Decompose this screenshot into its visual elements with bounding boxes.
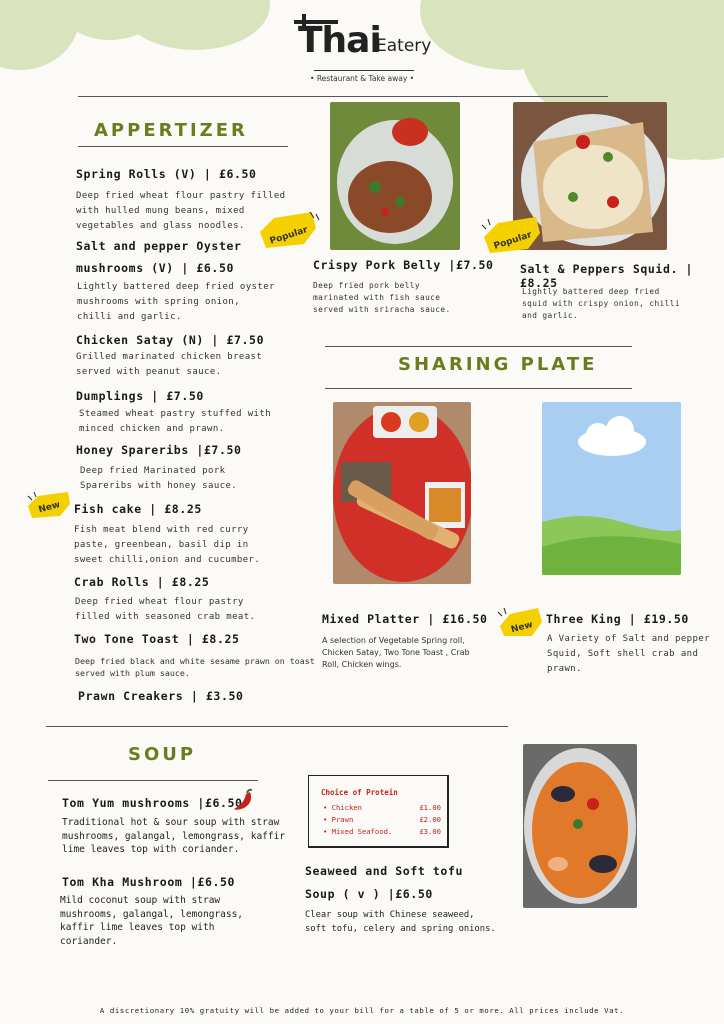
menu-item-desc: Deep fried Marinated pork Spareribs with honey sauce. bbox=[80, 466, 238, 491]
protein-options bbox=[323, 802, 441, 838]
menu-item-name: Dumplings | £7.50 bbox=[76, 389, 204, 403]
menu-item-desc: Deep fried wheat flour pastry filled with hulled mung beans, mixed vegetables and glass noodles. bbox=[76, 191, 286, 231]
soup-item-name: Tom Kha Mushroom |£6.50 bbox=[62, 875, 236, 889]
mixed-platter-photo bbox=[333, 402, 471, 584]
menu-item-name: Fish cake | £8.25 bbox=[74, 502, 202, 516]
soup-item-desc: Clear soup with Chinese seaweed, soft tofu, celery and spring onions. bbox=[305, 910, 496, 934]
menu-item-name-line2: mushrooms (V) | £6.50 bbox=[76, 261, 234, 275]
three-king-placeholder-image bbox=[542, 402, 681, 575]
sharing-item-desc: A Variety of Salt and pepper Squid, Soft shell crab and prawn. bbox=[547, 634, 710, 674]
sharing-title: SHARING PLATE bbox=[398, 354, 598, 375]
soup-item-name-line2: Soup ( v ) |£6.50 bbox=[305, 887, 433, 901]
protein-option: • Mixed Seafood. £3.00 bbox=[323, 827, 441, 836]
featured-item-name: Crispy Pork Belly |£7.50 bbox=[313, 258, 494, 272]
protein-option: • Chicken £1.00 bbox=[323, 803, 441, 812]
popular-badge bbox=[256, 210, 322, 250]
menu-item-desc: Deep fried black and white sesame prawn on toast served with plum sauce. bbox=[75, 656, 315, 678]
svg-text:New: New bbox=[37, 500, 62, 516]
protein-title: Choice of Protein bbox=[321, 788, 398, 797]
menu-item-desc: Fish meat blend with red curry paste, greenbean, basil dip in sweet chilli,onion and cucumber. bbox=[74, 525, 261, 565]
svg-text:New: New bbox=[510, 619, 534, 636]
menu-item-desc: Grilled marinated chicken breast served with peanut sauce. bbox=[76, 352, 263, 377]
menu-item-desc: Lightly battered deep fried oyster mushrooms with spring onion, chilli and garlic. bbox=[77, 282, 275, 322]
new-badge bbox=[24, 490, 74, 520]
soup-photo bbox=[523, 744, 637, 908]
soup-item-desc: Traditional hot & sour soup with straw mushrooms, galangal, lemongrass, kaffir lime leaves top with coriander. bbox=[62, 817, 286, 855]
svg-text:Popular: Popular bbox=[268, 225, 310, 247]
soup-title: SOUP bbox=[128, 744, 197, 765]
soup-item-name: Seaweed and Soft tofu bbox=[305, 864, 463, 878]
menu-item-name: Honey Spareribs |£7.50 bbox=[76, 443, 242, 457]
logo-name-big: Thai bbox=[298, 20, 381, 61]
appetizer-title: APPERTIZER bbox=[94, 120, 248, 141]
menu-item-name: Chicken Satay (N) | £7.50 bbox=[76, 333, 265, 347]
protein-choice-box bbox=[308, 775, 449, 848]
menu-item-name: Crab Rolls | £8.25 bbox=[74, 575, 210, 589]
featured-item-desc: Lightly battered deep fried squid with crispy onion, chilli and garlic. bbox=[522, 287, 680, 320]
protein-option: • Prawn £2.00 bbox=[323, 815, 441, 824]
menu-item-name: Two Tone Toast | £8.25 bbox=[74, 632, 240, 646]
new-badge bbox=[496, 606, 546, 640]
sharing-item-name: Mixed Platter | £16.50 bbox=[322, 612, 488, 626]
menu-item-desc: Deep fried wheat flour pastry filled with seasoned crab meat. bbox=[75, 597, 256, 622]
sharing-item-name: Three King | £19.50 bbox=[546, 612, 689, 626]
logo-name-small: Eatery bbox=[376, 36, 432, 56]
soup-item-name: Tom Yum mushrooms |£6.50 bbox=[62, 796, 243, 810]
logo-tagline: • Restaurant & Take away • bbox=[310, 74, 415, 83]
menu-item-name: Spring Rolls (V) | £6.50 bbox=[76, 167, 257, 181]
sharing-item-desc: A selection of Vegetable Spring roll, Chicken Satay, Two Tone Toast , Crab Roll, Chicken wings. bbox=[322, 636, 470, 669]
svg-text:Popular: Popular bbox=[492, 230, 534, 252]
popular-badge bbox=[480, 215, 546, 255]
menu-item-name: Prawn Creakers | £3.50 bbox=[78, 689, 244, 703]
soup-item-desc: Mild coconut soup with straw mushrooms, galangal, lemongrass, kaffir lime leaves top with coriander. bbox=[60, 895, 244, 947]
tagline-text: Restaurant & Take away bbox=[316, 74, 408, 83]
chili-icon bbox=[232, 788, 256, 812]
menu-item-name: Salt and pepper Oyster bbox=[76, 239, 242, 253]
featured-item-desc: Deep fried pork belly marinated with fish sauce served with sriracha sauce. bbox=[313, 281, 451, 314]
logo bbox=[292, 12, 432, 90]
footer-note: A discretionary 10% gratuity will be added to your bill for a table of 5 or more. All prices include Vat. bbox=[99, 1006, 625, 1015]
featured-item-name: Salt & Peppers Squid. |£8.25 bbox=[520, 262, 694, 290]
crispy-pork-belly-photo bbox=[330, 102, 460, 250]
menu-item-desc: Steamed wheat pastry stuffed with minced chicken and prawn. bbox=[79, 409, 272, 434]
